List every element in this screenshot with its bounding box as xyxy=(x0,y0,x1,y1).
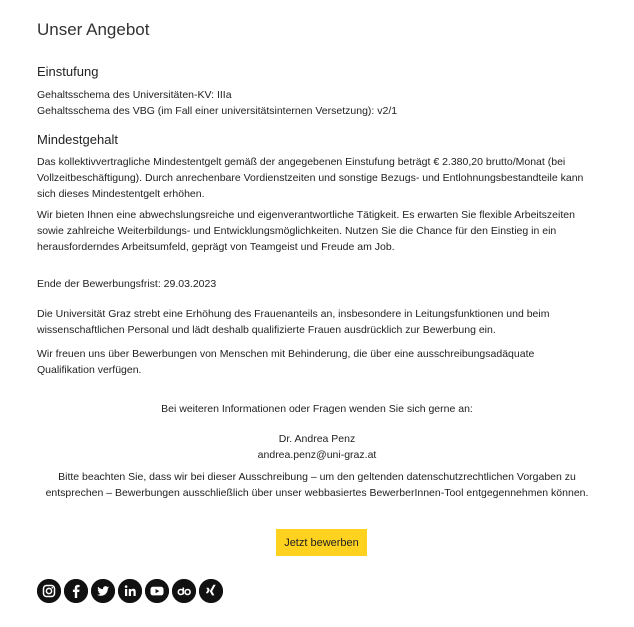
paragraph-line: Bitte beachten Sie, dass wir bei dieser Ausschreibung – um den geltenden datenschutzrechtlichen Vorgaben zu xyxy=(58,471,576,483)
instagram-icon[interactable] xyxy=(37,579,61,603)
facebook-icon[interactable] xyxy=(64,579,88,603)
equality-paragraph xyxy=(37,306,597,338)
paragraph-line: Qualifikation verfügen. xyxy=(37,364,142,376)
paragraph-line: Wir bieten Ihnen eine abwechslungsreiche und eigenverantwortliche Tätigkeit. Es erwarten Sie flexible Arbeitszeiten xyxy=(37,209,575,221)
paragraph-line: Die Universität Graz strebt eine Erhöhung des Frauenanteils an, insbesondere in Leitungsfunktionen und beim xyxy=(37,308,550,320)
social-links xyxy=(37,579,223,603)
paragraph-line: Wir freuen uns über Bewerbungen von Menschen mit Behinderung, die über eine ausschreibungsadäquate xyxy=(37,348,535,360)
paragraph-line: wissenschaftlichen Personal und lädt deshalb qualifizierte Frauen ausdrücklich zur Bewerbung ein. xyxy=(37,324,496,336)
twitter-icon[interactable] xyxy=(91,579,115,603)
youtube-icon[interactable] xyxy=(145,579,169,603)
paragraph-line: sich dieses Mindestentgelt erhöhen. xyxy=(37,188,205,200)
contact-intro: Bei weiteren Informationen oder Fragen wenden Sie sich gerne an: xyxy=(161,403,473,415)
contact-block xyxy=(30,431,604,463)
paragraph-line: entsprechen – Bewerbungen ausschließlich über unser webbasiertes BewerberInnen-Tool entgegennehmen können. xyxy=(45,487,589,499)
linkedin-icon[interactable] xyxy=(118,579,142,603)
xing-icon[interactable] xyxy=(199,579,223,603)
salary-paragraph xyxy=(37,154,597,202)
disability-paragraph xyxy=(37,346,597,378)
offer-paragraph xyxy=(37,207,597,255)
einstufung-heading: Einstufung xyxy=(37,64,99,79)
paragraph-line: Das kollektivvertragliche Mindestentgelt gemäß der angegebenen Einstufung beträgt € 2.380,20 brutto/Monat (bei xyxy=(37,156,566,168)
mindestgehalt-heading: Mindestgehalt xyxy=(37,132,118,147)
einstufung-text xyxy=(37,87,597,119)
apply-now-button[interactable]: Jetzt bewerben xyxy=(276,529,367,556)
paragraph-line: sowie zahlreiche Weiterbildungs- und Entwicklungsmöglichkeiten. Nutzen Sie die Chance für den Einstieg in ein xyxy=(37,225,557,237)
einstufung-line: Gehaltsschema des Universitäten-KV: IIIa xyxy=(37,89,232,101)
einstufung-line: Gehaltsschema des VBG (im Fall einer universitätsinternen Versetzung): v2/1 xyxy=(37,105,398,117)
contact-name: Dr. Andrea Penz xyxy=(278,433,356,445)
doodle-icon[interactable] xyxy=(172,579,196,603)
application-deadline: Ende der Bewerbungsfrist: 29.03.2023 xyxy=(37,278,217,290)
paragraph-line: herausforderndes Arbeitsumfeld, geprägt von Teamgeist und Freude am Job. xyxy=(37,241,395,253)
contact-email-link[interactable]: andrea.penz@uni-graz.at xyxy=(257,449,377,461)
privacy-notice xyxy=(30,469,604,501)
paragraph-line: Vollzeitbeschäftigung). Durch anrechenbare Vordienstzeiten und sonstige Bezugs- und Entlohnungsbestandteile kann xyxy=(37,172,584,184)
page-title: Unser Angebot xyxy=(37,20,150,39)
